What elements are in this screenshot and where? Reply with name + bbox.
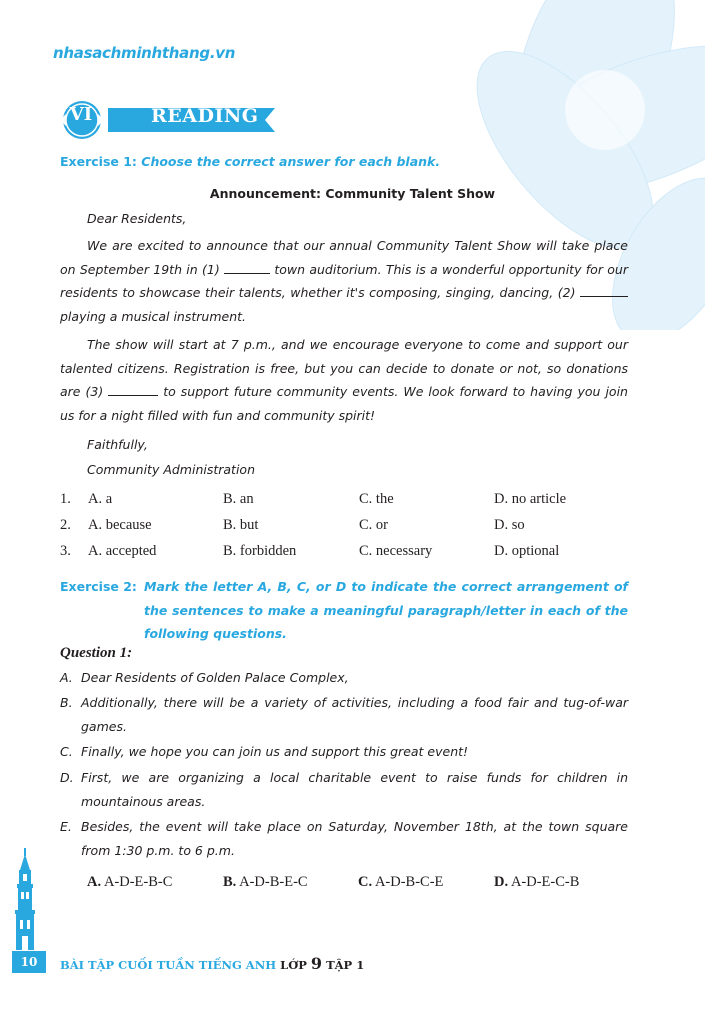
section-title: READING bbox=[151, 105, 259, 127]
answer-text: A-D-B-E-C bbox=[239, 874, 308, 890]
paragraph-2-part-b: to support future community events. We look forward to having you join us for a night filled with fun and community spirit! bbox=[60, 384, 628, 424]
exercise2-label: Exercise 2: bbox=[60, 579, 137, 594]
site-url: nhasachminhthang.vn bbox=[53, 44, 236, 62]
sentence-letter: C. bbox=[60, 744, 73, 759]
option-b: B. but bbox=[223, 517, 259, 533]
volume-label: TẬP bbox=[326, 958, 353, 972]
question-number: 1. bbox=[60, 491, 71, 507]
footer-title bbox=[60, 954, 364, 973]
exercise2-title bbox=[60, 575, 628, 646]
paragraph-1 bbox=[60, 234, 628, 329]
option-a: A. because bbox=[88, 517, 152, 533]
exercise1-label: Exercise 1: bbox=[60, 154, 137, 169]
grade-label: LỚP bbox=[280, 958, 307, 972]
option-a: A. accepted bbox=[88, 543, 157, 559]
option-c: C. necessary bbox=[359, 543, 433, 559]
option-b: B. an bbox=[223, 491, 254, 507]
answer-letter: A. bbox=[87, 874, 102, 890]
sentence-text: Dear Residents of Golden Palace Complex, bbox=[81, 670, 349, 685]
question-number: 2. bbox=[60, 517, 71, 533]
option-d: D. no article bbox=[494, 491, 567, 507]
paragraph-1-part-c: playing a musical instrument. bbox=[60, 309, 246, 325]
blank-2 bbox=[580, 284, 628, 297]
sentence-letter: E. bbox=[60, 819, 72, 834]
paragraph-2 bbox=[60, 333, 628, 428]
option-c: C. the bbox=[359, 491, 394, 507]
answer-choice bbox=[223, 874, 308, 891]
closing: Faithfully, bbox=[87, 437, 148, 452]
sentence-letter: B. bbox=[60, 695, 73, 710]
sentence-item bbox=[60, 666, 628, 690]
sentence-item bbox=[60, 691, 628, 738]
grade-number: 9 bbox=[310, 954, 323, 973]
page-number: 10 bbox=[12, 951, 46, 973]
sentence-item bbox=[60, 766, 628, 813]
answer-letter: D. bbox=[494, 874, 509, 890]
blank-3 bbox=[108, 383, 158, 396]
tower-icon bbox=[5, 848, 45, 950]
sentence-letter: D. bbox=[60, 770, 74, 785]
exercise2-instruction: Mark the letter A, B, C, or D to indicate the correct arrangement of the sentences to make a meaningful paragraph/letter in each of the following questions. bbox=[144, 579, 628, 641]
answer-choice bbox=[494, 874, 579, 891]
option-d: D. optional bbox=[494, 543, 560, 559]
section-number: VI bbox=[69, 104, 93, 125]
sentence-letter: A. bbox=[60, 670, 73, 685]
paragraph-1-part-a: We are excited to announce that our annual Community Talent Show will take place on September 19th in (1) bbox=[60, 238, 628, 277]
option-b: B. forbidden bbox=[223, 543, 297, 559]
paragraph-1-part-b: town auditorium. This is a wonderful opportunity for our residents to showcase their talents, whether it's composing, singing, dancing, (2) bbox=[60, 261, 628, 301]
option-c: C. or bbox=[359, 517, 388, 533]
answer-choice bbox=[358, 874, 443, 891]
announcement-title: Announcement: Community Talent Show bbox=[209, 186, 496, 201]
sentence-text: Finally, we hope you can join us and support this great event! bbox=[81, 744, 469, 759]
answer-text: A-D-E-B-C bbox=[103, 874, 173, 890]
blank-1 bbox=[224, 261, 270, 274]
answer-text: A-D-E-C-B bbox=[510, 874, 580, 890]
exercise1-instruction: Choose the correct answer for each blank. bbox=[141, 154, 441, 169]
option-d: D. so bbox=[494, 517, 525, 533]
sentence-item bbox=[60, 740, 628, 764]
sentence-text: First, we are organizing a local charitable event to raise funds for children in mountainous areas. bbox=[81, 770, 628, 809]
sentence-item bbox=[60, 815, 628, 862]
salutation: Dear Residents, bbox=[87, 211, 187, 226]
signature: Community Administration bbox=[87, 462, 256, 477]
answer-choice bbox=[87, 874, 172, 891]
sentence-text: Besides, the event will take place on Saturday, November 18th, at the town square from 1:30 p.m. to 6 p.m. bbox=[81, 819, 628, 858]
option-a: A. a bbox=[88, 491, 113, 507]
question-label: Question 1: bbox=[60, 645, 133, 661]
paragraph-2-part-a: The show will start at 7 p.m., and we encourage everyone to come and support our talented citizens. Registration is free, but you can decide to donate or not, so donations are (3) bbox=[60, 337, 628, 400]
volume-number: 1 bbox=[356, 958, 365, 972]
question-number: 3. bbox=[60, 543, 71, 559]
answer-letter: B. bbox=[223, 874, 237, 890]
answer-letter: C. bbox=[358, 874, 373, 890]
book-title: BÀI TẬP CUỐI TUẦN TIẾNG ANH bbox=[60, 958, 277, 972]
answer-text: A-D-B-C-E bbox=[374, 874, 444, 890]
exercise1-title bbox=[60, 154, 440, 169]
sentence-text: Additionally, there will be a variety of activities, including a food fair and tug-of-war games. bbox=[81, 695, 628, 734]
